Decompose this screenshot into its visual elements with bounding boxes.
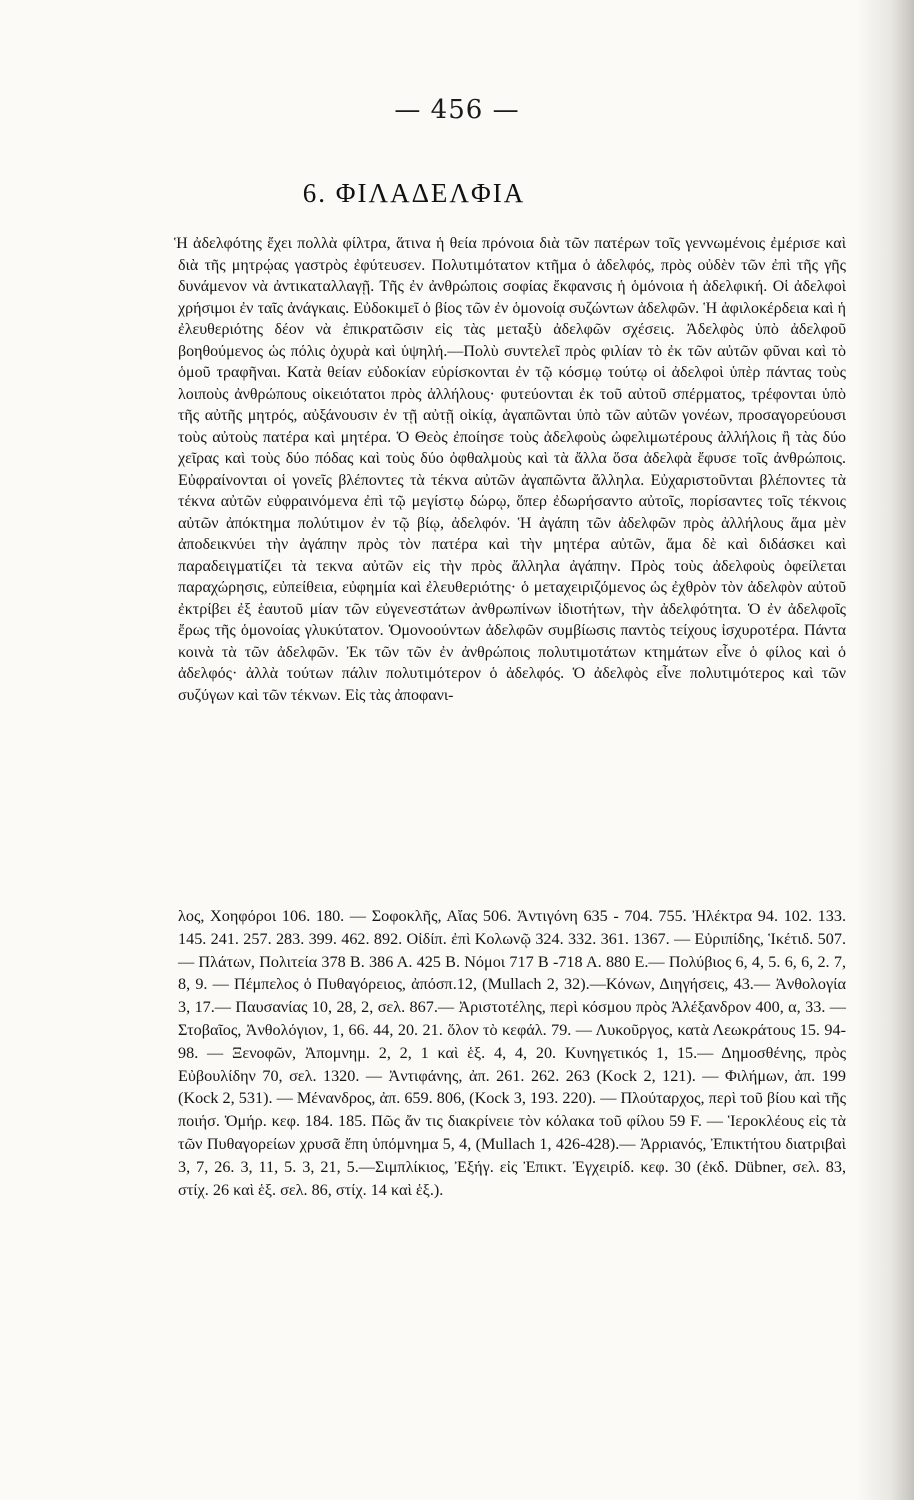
references-paragraph: λος, Χοηφόροι 106. 180. — Σοφοκλῆς, Αἴας 506. Ἀντιγόνη 635 - 704. 755. Ἠλέκτρα 94. 102. 133. 145. 241. 257. 283. 399. 462. 892. Οἰδίπ. ἐπὶ Κολωνῷ 324. 332. 361. 1367. — Εὐριπίδης, Ἱκέτιδ. 507. — Πλάτων, Πολιτεία 378 Β. 386 Α. 425 Β. Νόμοι 717 Β -718 Α. 880 Ε.— Πολύβιος 6, 4, 5. 6, 6, 2. 7, 8, 9. — Πέμπελος ὁ Πυθαγόρειος, ἀπόσπ.12, (Mullach 2, 32).—Κόνων, Διηγήσεις, 43.— Ἀνθολογία 3, 17.— Παυσανίας 10, 28, 2, σελ. 867.— Ἀριστοτέλης, περὶ κόσμου πρὸς Ἀλέξανδρον 400, α, 33. — Στοβαῖος, Ἀνθολόγιον, 1, 66. 44, 20. 21. ὅλον τὸ κεφάλ. 79. — Λυκοῦργος, κατὰ Λεωκράτους 15. 94-98. — Ξενοφῶν, Ἀπομνημ. 2, 2, 1 καὶ ἑξ. 4, 4, 20. Κυνηγετικός 1, 15.— Δημοσθένης, πρὸς Εὐβουλίδην 70, σελ. 1320. — Ἀντιφάνης, ἀπ. 261. 262. 263 (Kock 2, 121). — Φιλήμων, ἀπ. 199 (Kock 2, 531). — Μένανδρος, ἀπ. 659. 806, (Kock 3, 193. 220). — Πλούταρχος, περὶ τοῦ βίου καὶ τῆς ποιήσ. Ὁμήρ. κεφ. 184. 185. Πῶς ἄν τις διακρίνειε τὸν κόλακα τοῦ φίλου 59 F. — Ἱεροκλέους εἰς τὰ τῶν Πυθαγορείων χρυσᾶ ἔπη ὑπόμνημα 5, 4, (Mullach 1, 426-428).— Ἀρριανός, Ἐπικτήτου διατριβαὶ 3, 7, 26. 3, 11, 5. 3, 21, 5.—Σιμπλίκιος, Ἐξήγ. εἰς Ἐπικτ. Ἐγχειρίδ. κεφ. 30 (ἐκδ. Dübner, σελ. 83, στίχ. 26 καὶ ἑξ. σελ. 86, στίχ. 14 καὶ ἑξ.). <box>178 907 846 1199</box>
page-number: — 456 — <box>394 95 520 125</box>
main-paragraph: Ἡ ἀδελφότης ἔχει πολλὰ φίλτρα, ἅτινα ἡ θεία πρόνοια διὰ τῶν πατέρων τοῖς γεννωμένοις ἐμέρισε καὶ διὰ τῆς μητρῴας γαστρὸς ἐφύτευσεν. Πολυτιμότατον κτῆμα ὁ ἀδελφός, πρὸς οὐδὲν τῶν ἐπὶ τῆς γῆς δυνάμενον νὰ ἀντικαταλλαγῇ. Τῆς ἐν ἀνθρώποις σοφίας ἔκφανσις ἡ ὁμόνοια ἡ ἀδελφική. Οἱ ἀδελφοὶ χρήσιμοι ἐν ταῖς ἀνάγκαις. Εὐδοκιμεῖ ὁ βίος τῶν ἐν ὁμονοίᾳ συζώντων ἀδελφῶν. Ἡ ἀφιλοκέρδεια καὶ ἡ ἐλευθεριότης δέον νὰ ἐπικρατῶσιν εἰς τὰς μεταξὺ ἀδελφῶν σχέσεις. Ἀδελφὸς ὑπὸ ἀδελφοῦ βοηθούμενος ὡς πόλις ὀχυρὰ καὶ ὑψηλή.—Πολὺ συντελεῖ πρὸς φιλίαν τὸ ἐκ τῶν αὐτῶν φῦναι καὶ τὸ ὁμοῦ τραφῆναι. Κατὰ θείαν εὐδοκίαν εὑρίσκονται ἐν τῷ κόσμῳ τούτῳ οἱ ἀδελφοὶ ὑπὲρ πάντας τοὺς λοιποὺς ἀνθρώπους οἰκειότατοι πρὸς ἀλλήλους· φυτεύονται ἐκ τοῦ αὐτοῦ σπέρματος, τρέφονται ὑπὸ τῆς αὐτῆς μητρός, αὐξάνουσιν ἐν τῇ αὐτῇ οἰκίᾳ, ἀγαπῶνται ὑπὸ τῶν αὐτῶν γονέων, προσαγορεύουσι τοὺς αὐτοὺς πατέρα καὶ μητέρα. Ὁ Θεὸς ἐποίησε τοὺς ἀδελφοὺς ὠφελιμωτέρους ἀλλήλοις ἢ τὰς δύο χεῖρας καὶ τοὺς δύο πόδας καὶ τοὺς δύο ὀφθαλμοὺς καὶ τὰ ἄλλα ὅσα ἀδελφὰ ἔφυσε τοῖς ἀνθρώποις. Εὐφραίνονται οἱ γονεῖς βλέποντες τὰ τέκνα αὐτῶν ἀγαπῶντα ἄλληλα. Εὐχαριστοῦνται βλέποντες τὰ τέκνα αὐτῶν εὐφραινόμενα ἐπὶ τῷ μεγίστῳ δώρῳ, ὅπερ ἐδωρήσαντο αὐτοῖς, πορίσαντες τοῖς τέκνοις αὐτῶν ἀπόκτημα πολύτιμον ἐν τῷ βίῳ, ἀδελφόν. Ἡ ἀγάπη τῶν ἀδελφῶν πρὸς ἀλλήλους ἅμα μὲν ἀποδεικνύει τὴν ἀγάπην πρὸς τὸν πατέρα καὶ τὴν μητέρα αὐτῶν, ἅμα δὲ καὶ διδάσκει καὶ παραδειγματίζει τὰ τεκνα αὐτῶν εἰς τὴν πρὸς ἄλληλα ἀγάπην. Πρὸς τοὺς ἀδελφοὺς ὀφείλεται παραχώρησις, εὐπείθεια, εὐφημία καὶ ἐλευθεριότης· ὁ μεταχειριζόμενος ὡς ἐχθρὸν τὸν ἀδελφὸν αὐτοῦ ἐκτρίβει ἐξ ἑαυτοῦ μίαν τῶν εὐγενεστάτων ἀνθρωπίνων ἰδιοτήτων, τὴν ἀδελφότητα. Ὁ ἐν ἀδελφοῖς ἔρως τῆς ὁμονοίας γλυκύτατον. Ὁμονοούντων ἀδελφῶν συμβίωσις παντὸς τείχους ἰσχυροτέρα. Πάντα κοινὰ τὰ τῶν ἀδελφῶν. Ἐκ τῶν τῶν ἐν ἀνθρώποις πολυτιμοτάτων κτημάτων εἶνε ὁ φίλος καὶ ὁ ἀδελφός· ἀλλὰ τούτων πάλιν πολυτιμότερον ὁ ἀδελφός. Ὁ ἀδελφὸς εἶνε πολυτιμότερος καὶ τῶν συζύγων καὶ τῶν τέκνων. Εἰς τὰς ἀποφανι- <box>174 235 846 704</box>
page-edge-shadow <box>856 0 914 1500</box>
chapter-title: 6. ΦΙΛΑΔΕΛΦΙΑ <box>302 178 526 208</box>
